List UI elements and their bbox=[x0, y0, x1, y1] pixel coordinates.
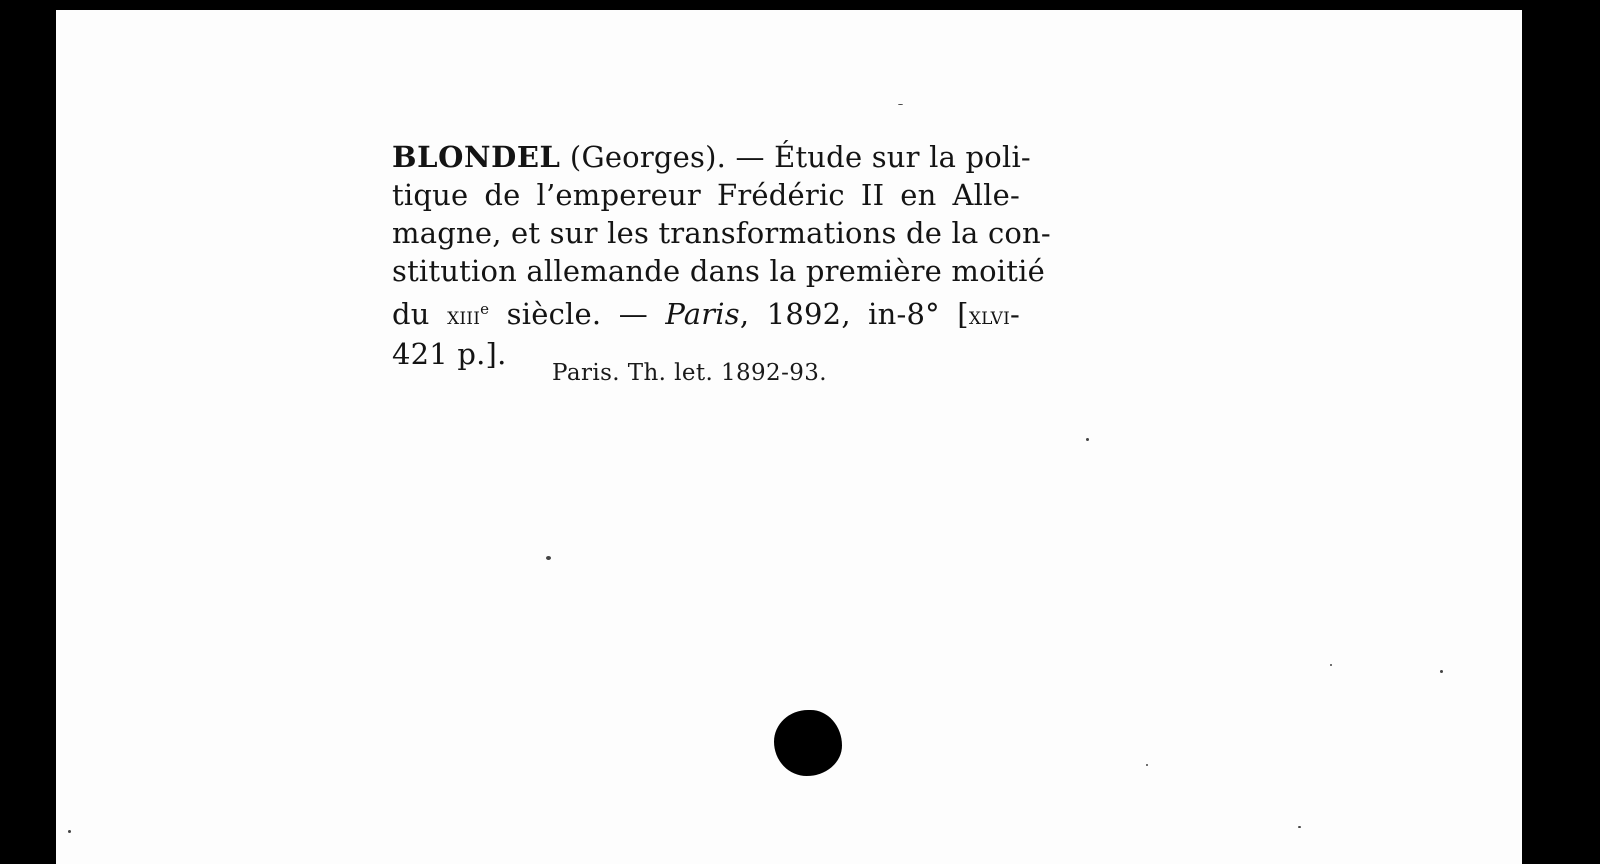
publication-place: Paris bbox=[665, 297, 740, 331]
entry-line-6: 421 p.]. bbox=[392, 337, 507, 371]
dust-speck bbox=[546, 556, 551, 560]
entry-line-2: tique de l’empereur Frédéric II en Alle- bbox=[392, 178, 1020, 212]
entry-line-1 bbox=[392, 138, 1031, 176]
dust-speck bbox=[1146, 764, 1148, 766]
bibliographic-entry bbox=[392, 138, 1051, 373]
entry-line-5-b: siècle. — bbox=[489, 297, 666, 331]
entry-line-5-c: , 1892, in-8° [ bbox=[739, 297, 969, 331]
pagination-roman: xlvi bbox=[968, 302, 1010, 330]
thesis-note: Paris. Th. let. 1892-93. bbox=[552, 360, 828, 386]
dust-speck bbox=[68, 830, 71, 833]
card-paper bbox=[56, 10, 1522, 864]
entry-line-5 bbox=[392, 290, 1020, 335]
dust-speck bbox=[1330, 664, 1332, 666]
entry-line-1-text: (Georges). — Étude sur la poli- bbox=[560, 140, 1031, 174]
author-name: BLONDEL bbox=[392, 140, 561, 174]
century-numeral: xiii bbox=[447, 302, 481, 330]
punch-hole bbox=[774, 710, 842, 776]
dust-speck bbox=[1086, 438, 1089, 441]
dust-speck bbox=[898, 104, 903, 105]
entry-line-3: magne, et sur les transformations de la con- bbox=[392, 216, 1051, 250]
century-superscript: e bbox=[480, 300, 490, 318]
entry-line-4: stitution allemande dans la première moitié bbox=[392, 254, 1045, 288]
dust-speck bbox=[1440, 670, 1443, 673]
entry-line-5-d: - bbox=[1010, 297, 1020, 331]
dust-speck bbox=[1298, 826, 1301, 828]
entry-line-5-a: du bbox=[392, 297, 448, 331]
